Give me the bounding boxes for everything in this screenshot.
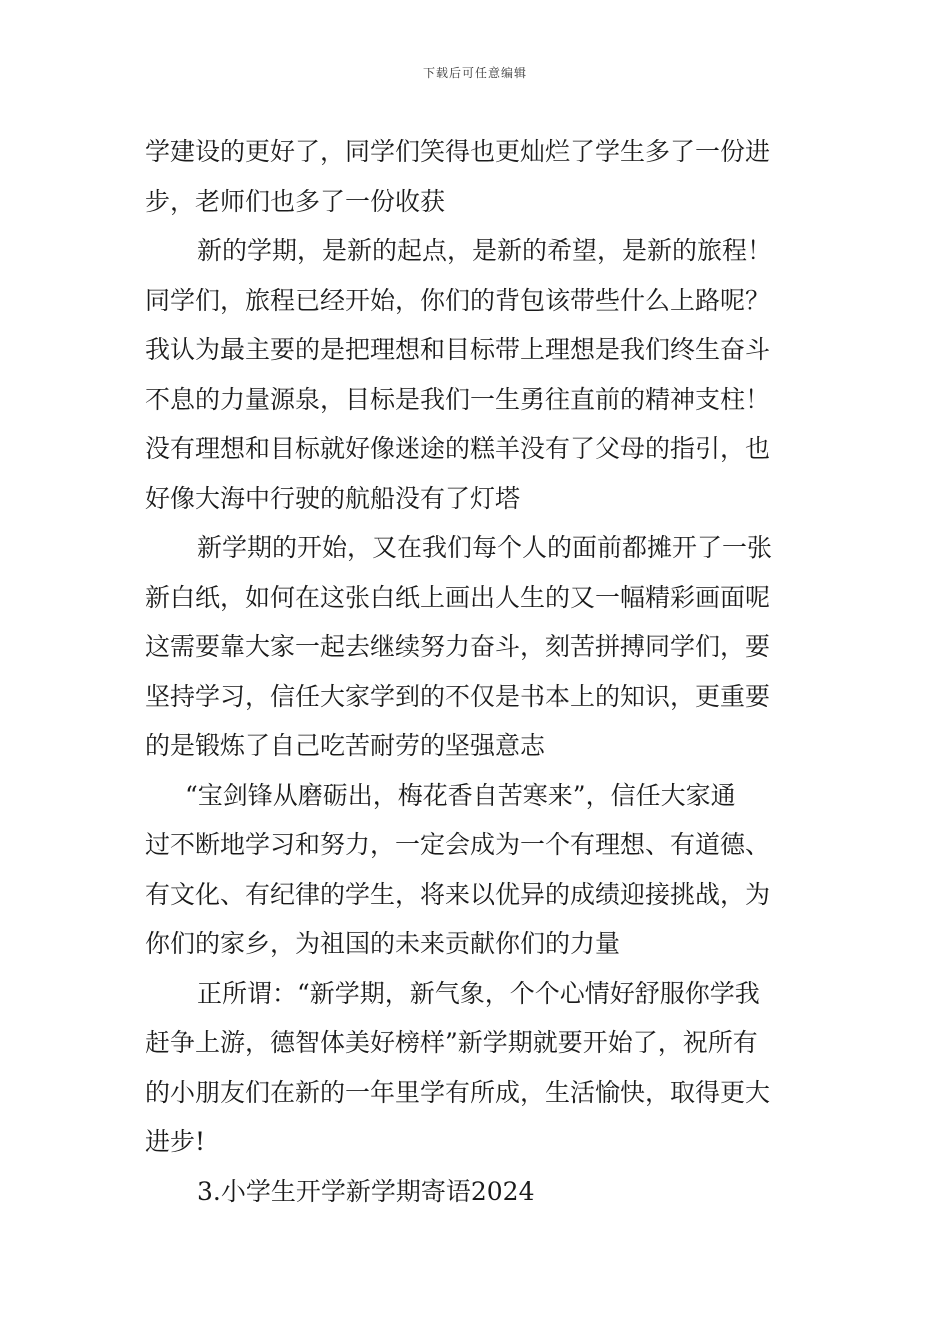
text-line: 同学们，旅程已经开始，你们的背包该带些什么上路呢？ <box>145 285 771 315</box>
text-line: 没有理想和目标就好像迷途的糕羊没有了父母的指引，也 <box>145 434 771 463</box>
text-line: 步，老师们也多了一份收获 <box>145 186 446 216</box>
text-line: 新白纸，如何在这张白纸上画出人生的又一幅精彩画面呢 <box>145 582 771 612</box>
text-line: 学建设的更好了，同学们笑得也更灿烂了学生多了一份进 <box>145 137 771 166</box>
text-line: 的小朋友们在新的一年里学有所成，生活愉快，取得更大 <box>145 1077 771 1107</box>
text-line: “宝剑锋从磨砺出，梅花香自苦寒来”，信任大家通 <box>185 780 736 810</box>
text-line: 有文化、有纪律的学生，将来以优异的成绩迎接挑战，为 <box>145 879 771 909</box>
text-line: 赶争上游，德智体美好榜样”新学期就要开始了，祝所有 <box>145 1028 758 1057</box>
text-line: 进步! <box>145 1127 206 1156</box>
text-line: 正所谓：“新学期，新气象，个个心情好舒服你学我 <box>197 978 760 1008</box>
document-body <box>145 127 810 1216</box>
text-line: 新的学期，是新的起点，是新的希望，是新的旅程！ <box>197 236 773 265</box>
text-line: 我认为最主要的是把理想和目标带上理想是我们终生奋斗 <box>145 335 771 364</box>
text-line: 新学期的开始，又在我们每个人的面前都摊开了一张 <box>197 533 773 562</box>
text-line: 这需要靠大家一起去继续努力奋斗，刻苦拼搏同学们，要 <box>145 632 771 661</box>
text-line: 的是锻炼了自己吃苦耐劳的坚强意志 <box>145 731 546 760</box>
text-line: 你们的家乡，为祖国的未来贡献你们的力量 <box>145 929 621 958</box>
text-line: 不息的力量源泉，目标是我们一生勇往直前的精神支柱！ <box>145 384 771 414</box>
section-heading: 3.小学生开学新学期寄语2024 <box>197 1176 535 1206</box>
page-header: 下载后可任意编辑 <box>422 66 527 80</box>
text-line: 过不断地学习和努力，一定会成为一个有理想、有道德、 <box>145 830 771 859</box>
text-line: 好像大海中行驶的航船没有了灯塔 <box>145 483 521 513</box>
text-line: 坚持学习，信任大家学到的不仅是书本上的知识，更重要 <box>145 681 771 711</box>
